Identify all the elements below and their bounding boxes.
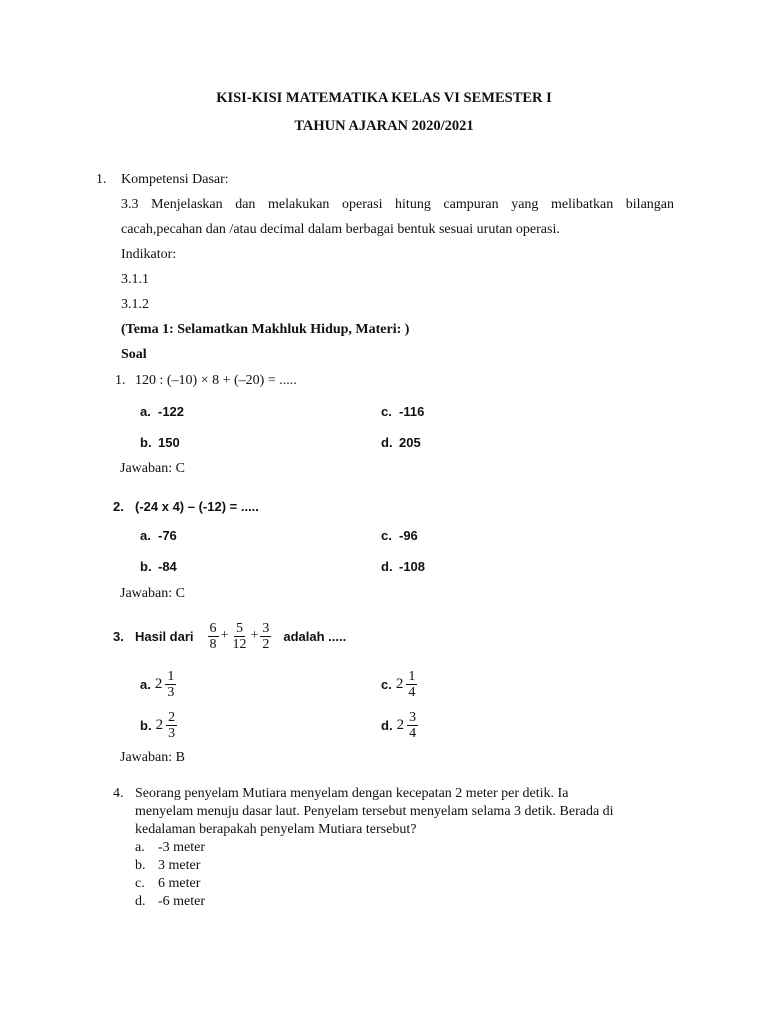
mixed-number — [155, 669, 179, 700]
option-letter: d. — [135, 894, 146, 909]
whole-number: 2 — [155, 716, 164, 733]
option-value: -96 — [399, 528, 418, 543]
option-letter: c. — [381, 528, 392, 543]
denominator: 2 — [262, 636, 270, 652]
question-prefix: Hasil dari — [135, 628, 194, 644]
option-value: -76 — [158, 528, 177, 543]
numerator: 3 — [262, 620, 270, 636]
whole-number: 2 — [396, 716, 405, 733]
option-row — [381, 666, 419, 702]
numerator: 1 — [408, 668, 416, 684]
question-text-line: menyelam menuju dasar laut. Penyelam tersebut menyelam selama 3 detik. Berada di — [135, 804, 614, 819]
denominator: 12 — [232, 636, 247, 652]
question-suffix: adalah ..... — [283, 628, 347, 644]
numerator: 5 — [235, 620, 243, 636]
option-value: -122 — [158, 404, 185, 419]
plus-sign: + — [250, 628, 259, 643]
answer-text: Jawaban: C — [120, 586, 185, 601]
option-letter: a. — [135, 840, 145, 855]
option-letter: b. — [140, 559, 152, 574]
option-letter: b. — [140, 435, 152, 450]
denominator: 3 — [168, 725, 176, 741]
option-value: 6 meter — [158, 876, 201, 891]
numerator: 3 — [409, 709, 417, 725]
option-letter: d. — [381, 559, 393, 574]
question-text: (-24 x 4) – (-12) = ..... — [135, 499, 259, 514]
option-letter: a. — [140, 404, 151, 419]
denominator: 4 — [409, 725, 417, 741]
document-title: KISI-KISI MATEMATIKA KELAS VI SEMESTER I — [216, 90, 552, 106]
option-row — [140, 707, 179, 743]
option-value: 205 — [399, 435, 421, 450]
fraction — [208, 621, 219, 652]
option-value: -6 meter — [158, 894, 206, 909]
option-row — [381, 707, 420, 743]
indicator-item: 3.1.2 — [121, 297, 149, 312]
question-number: 1. — [115, 373, 126, 388]
section-number: 1. — [96, 172, 107, 187]
mixed-number — [156, 710, 180, 741]
denominator: 8 — [209, 636, 217, 652]
indicator-label: Indikator: — [121, 247, 177, 262]
question-expression — [135, 618, 346, 654]
numerator: 2 — [168, 709, 176, 725]
option-letter: d. — [381, 435, 393, 450]
option-value: 3 meter — [158, 858, 201, 873]
numerator: 1 — [167, 668, 175, 684]
denominator: 4 — [408, 684, 416, 700]
question-number: 4. — [113, 786, 124, 801]
option-letter: b. — [140, 717, 152, 733]
fraction — [260, 621, 271, 652]
question-text-line: Seorang penyelam Mutiara menyelam dengan kecepatan 2 meter per detik. Ia — [135, 786, 569, 801]
option-row — [140, 666, 178, 702]
option-value: -84 — [158, 559, 177, 574]
theme-heading: (Tema 1: Selamatkan Makhluk Hidup, Materi: ) — [121, 322, 410, 337]
answer-text: Jawaban: B — [120, 750, 185, 765]
question-text-line: kedalaman berapakah penyelam Mutiara tersebut? — [135, 822, 417, 837]
question-text: 120 : (–10) × 8 + (–20) = ..... — [135, 373, 297, 388]
kd-line-1: 3.3 Menjelaskan dan melakukan operasi hitung campuran yang melibatkan bilangan — [121, 197, 674, 212]
option-letter: c. — [381, 676, 392, 692]
option-letter: a. — [140, 528, 151, 543]
option-value: 150 — [158, 435, 180, 450]
soal-label: Soal — [121, 347, 147, 362]
numerator: 6 — [209, 620, 217, 636]
mixed-number — [396, 669, 420, 700]
option-value: -108 — [399, 559, 426, 574]
mixed-number — [397, 710, 421, 741]
question-number: 3. — [113, 628, 124, 644]
option-value: -3 meter — [158, 840, 206, 855]
section-heading: Kompetensi Dasar: — [121, 172, 229, 187]
whole-number: 2 — [154, 675, 163, 692]
whole-number: 2 — [395, 675, 404, 692]
kd-line-2: cacah,pecahan dan /atau decimal dalam berbagai bentuk sesuai urutan operasi. — [121, 222, 560, 237]
document-subtitle: TAHUN AJARAN 2020/2021 — [294, 118, 474, 134]
option-letter: a. — [140, 676, 151, 692]
answer-text: Jawaban: C — [120, 461, 185, 476]
plus-sign: + — [220, 628, 229, 643]
denominator: 3 — [167, 684, 175, 700]
option-letter: d. — [381, 717, 393, 733]
indicator-item: 3.1.1 — [121, 272, 149, 287]
option-letter: b. — [135, 858, 146, 873]
option-value: -116 — [399, 404, 425, 419]
option-letter: c. — [135, 876, 145, 891]
option-letter: c. — [381, 404, 392, 419]
question-number: 2. — [113, 499, 124, 514]
fraction — [230, 621, 248, 652]
